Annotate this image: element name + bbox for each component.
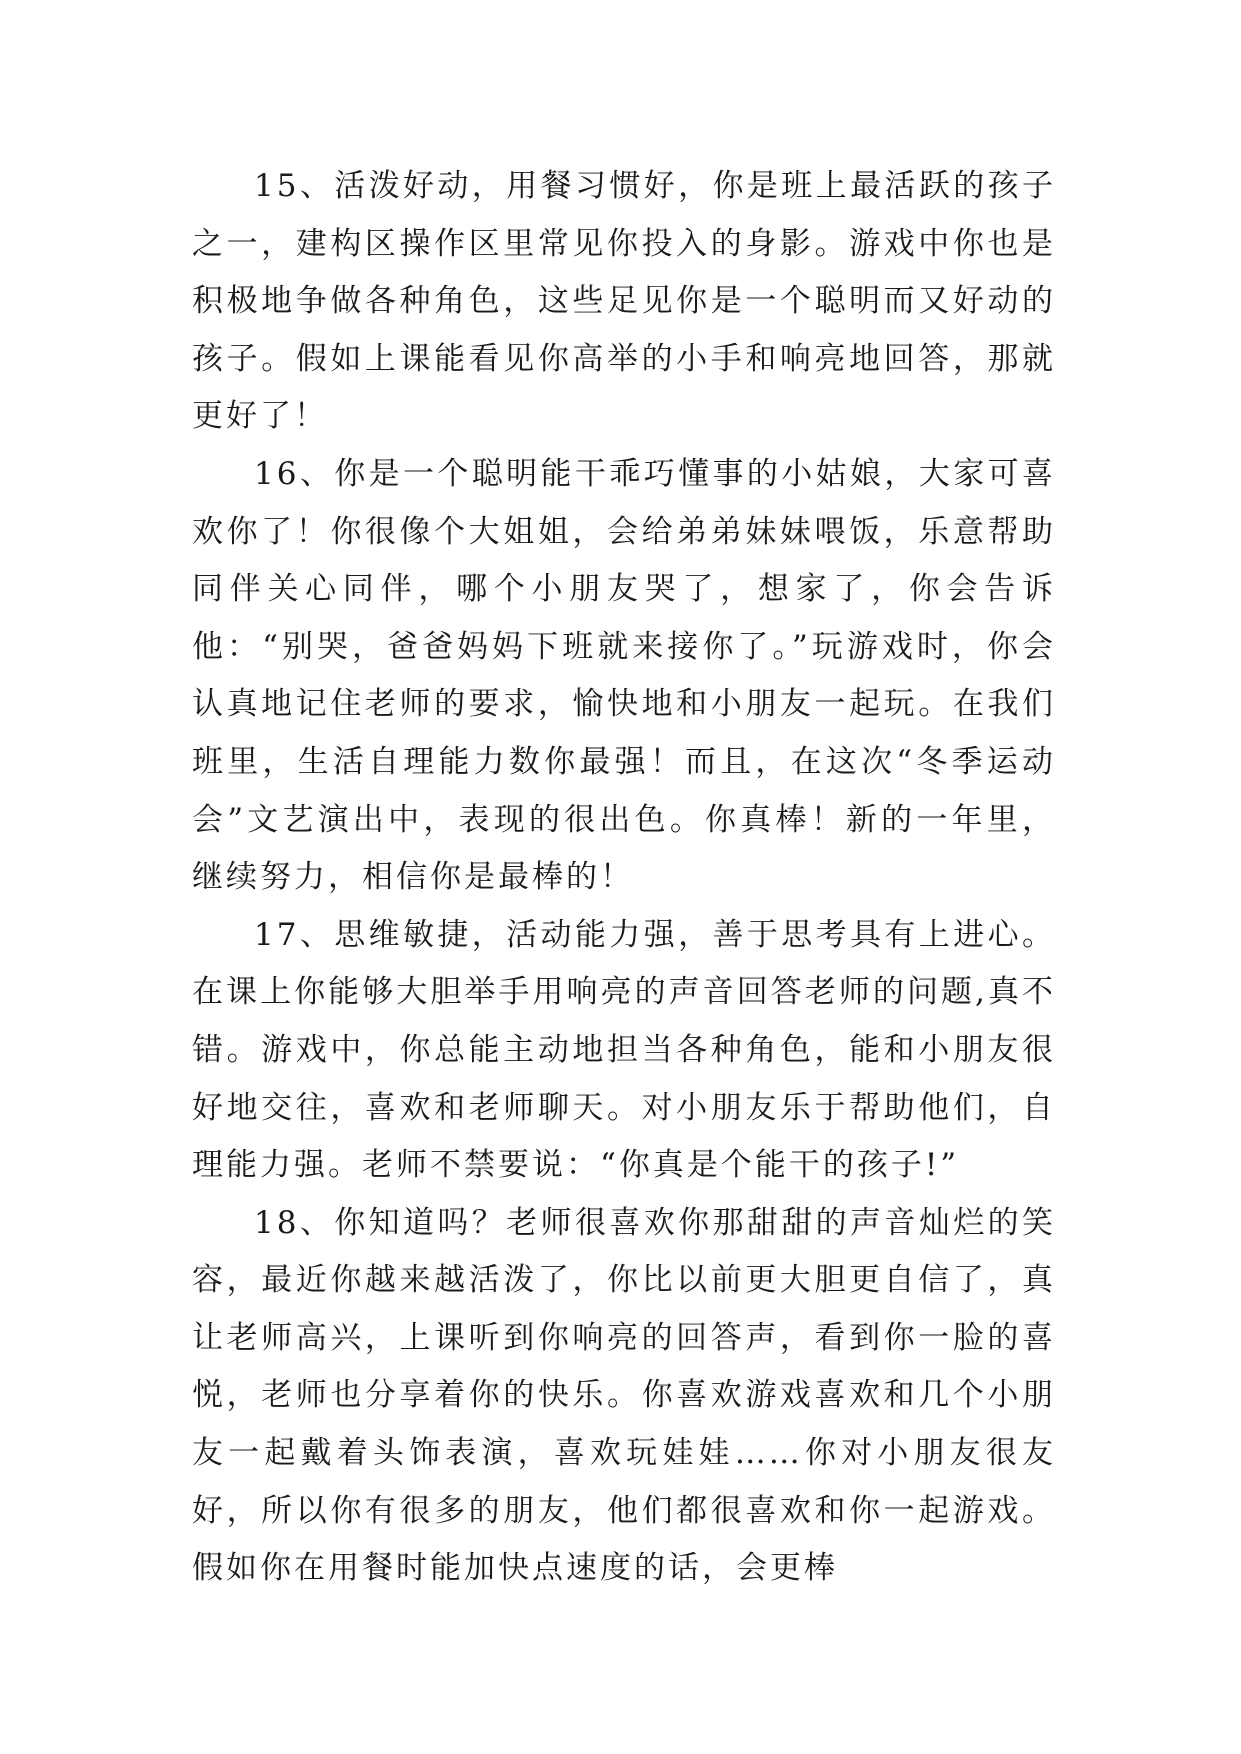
paragraph-16: 16、你是一个聪明能干乖巧懂事的小姑娘，大家可喜欢你了！你很像个大姐姐，会给弟弟妹妹喂饭，乐意帮助同伴关心同伴，哪个小朋友哭了，想家了，你会告诉他：“别哭，爸爸妈妈下班就来接你了。”玩游戏时，你会认真地记住老师的要求，愉快地和小朋友一起玩。在我们班里，生活自理能力数你最强！而且，在这次“冬季运动会”文艺演出中，表现的很出色。你真棒！新的一年里，继续努力，相信你是最棒的！	[192, 455, 1056, 896]
paragraph-17: 17、思维敏捷，活动能力强，善于思考具有上进心。在课上你能够大胆举手用响亮的声音回答老师的问题,真不错。游戏中，你总能主动地担当各种角色，能和小朋友很好地交往，喜欢和老师聊天。对小朋友乐于帮助他们，自理能力强。老师不禁要说：“你真是个能干的孩子!”	[192, 916, 1056, 1184]
paragraph-15: 15、活泼好动，用餐习惯好，你是班上最活跃的孩子之一，建构区操作区里常见你投入的身影。游戏中你也是积极地争做各种角色，这些足见你是一个聪明而又好动的孩子。假如上课能看见你高举的小手和响亮地回答，那就更好了！	[192, 168, 1056, 435]
paragraph-18: 18、你知道吗？老师很喜欢你那甜甜的声音灿烂的笑容，最近你越来越活泼了，你比以前更大胆更自信了，真让老师高兴，上课听到你响亮的回答声，看到你一脸的喜悦，老师也分享着你的快乐。你喜欢游戏喜欢和几个小朋友一起戴着头饰表演，喜欢玩娃娃……你对小朋友很友好，所以你有很多的朋友，他们都很喜欢和你一起游戏。假如你在用餐时能加快点速度的话，会更棒	[192, 1204, 1056, 1587]
document-body	[192, 158, 1056, 1598]
